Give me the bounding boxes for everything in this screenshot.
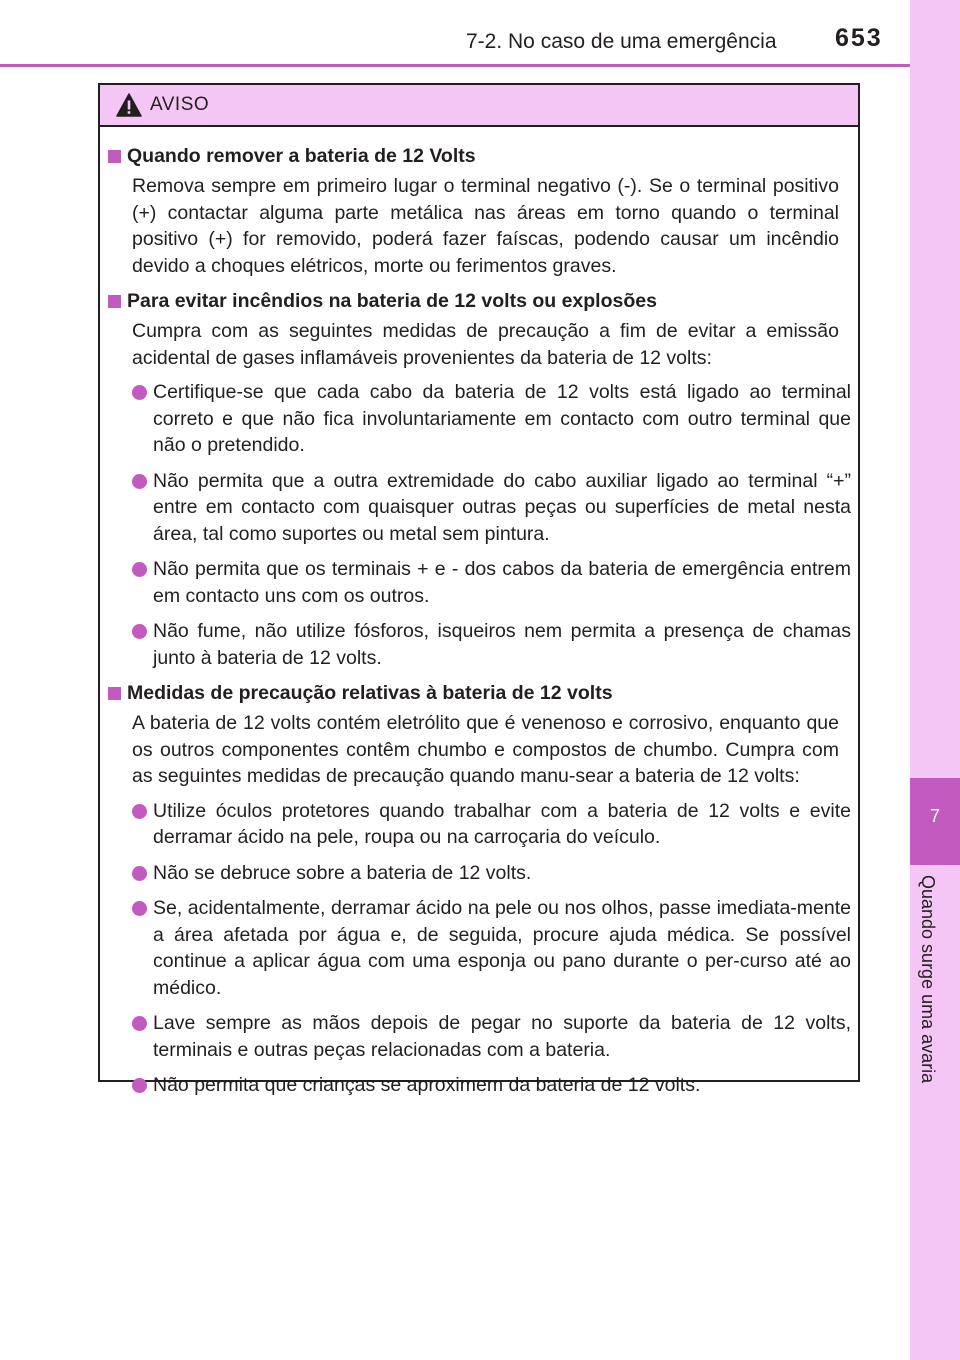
list-item-text: Não permita que crianças se aproximem da bateria de 12 volts. — [153, 1074, 701, 1096]
square-bullet-icon — [108, 295, 121, 308]
round-bullet-icon — [132, 866, 147, 881]
list-item-text: Não se debruce sobre a bateria de 12 volts. — [153, 861, 532, 884]
list-item-text: Certifique-se que cada cabo da bateria de 12 volts está ligado ao terminal correto e que não fica involuntariamente em contacto com outro terminal que não o pretendido. — [153, 381, 851, 456]
warning-title: AVISO — [150, 94, 210, 115]
page-number: 653 — [835, 24, 883, 52]
section-title: Para evitar incêndios na bateria de 12 volts ou explosões — [127, 290, 657, 312]
list-item-text: Não permita que os terminais + e - dos cabos da bateria de emergência entrem em contacto uns com os outros. — [153, 558, 851, 607]
section-text: Remova sempre em primeiro lugar o terminal negativo (-). Se o terminal positivo (+) contactar alguma parte metálica nas áreas em torno quando o terminal positivo (+) for removido, poderá fazer faíscas, podendo causar um incêndio devido a choques elétricos, morte ou ferimentos graves. — [132, 175, 839, 277]
section-heading — [108, 143, 851, 169]
warning-content — [100, 127, 858, 1099]
section-title: Quando remover a bateria de 12 Volts — [127, 145, 476, 167]
round-bullet-icon — [132, 804, 147, 819]
warning-box — [98, 83, 860, 1096]
round-bullet-icon — [132, 901, 147, 916]
list-item — [132, 895, 851, 1001]
chapter-number: 7 — [929, 806, 940, 826]
section-heading — [108, 680, 851, 706]
list-item — [132, 1010, 851, 1063]
header-rule — [0, 64, 910, 67]
section-heading — [108, 288, 851, 314]
list-item-text: Utilize óculos protetores quando trabalhar com a bateria de 12 volts e evite derramar ácido na pele, roupa ou na carroçaria do veículo. — [153, 799, 851, 848]
list-item — [132, 860, 851, 887]
warning-triangle-icon — [116, 93, 142, 117]
list-item — [132, 1072, 851, 1099]
list-item-text: Não fume, não utilize fósforos, isqueiros nem permita a presença de chamas junto à bateria de 12 volts. — [153, 620, 851, 669]
warning-section — [108, 288, 851, 671]
warning-section — [108, 680, 851, 1099]
round-bullet-icon — [132, 624, 147, 639]
section-title: Medidas de precaução relativas à bateria de 12 volts — [127, 682, 613, 704]
list-item — [132, 556, 851, 609]
square-bullet-icon — [108, 150, 121, 163]
list-item — [132, 798, 851, 851]
list-item — [132, 468, 851, 548]
list-item — [132, 379, 851, 459]
square-bullet-icon — [108, 687, 121, 700]
side-tab — [910, 0, 960, 1360]
round-bullet-icon — [132, 562, 147, 577]
section-text: A bateria de 12 volts contém eletrólito que é venenoso e corrosivo, enquanto que os outros componentes contêm chumbo e compostos de chumbo. Cumpra com as seguintes medidas de precaução quando manu-sear a bateria de 12 volts: — [132, 712, 839, 787]
round-bullet-icon — [132, 1016, 147, 1031]
warning-header — [100, 85, 858, 127]
chapter-title: Quando surge uma avaria — [918, 875, 938, 1084]
list-item-text: Não permita que a outra extremidade do cabo auxiliar ligado ao terminal “+” entre em contacto com quaisquer outras peças ou superfícies de metal nesta área, tal como suportes ou metal sem pintura. — [153, 469, 851, 545]
section-text: Cumpra com as seguintes medidas de precaução a fim de evitar a emissão acidental de gases inflamáveis provenientes da bateria de 12 volts: — [132, 320, 839, 369]
round-bullet-icon — [132, 1078, 147, 1093]
round-bullet-icon — [132, 385, 147, 400]
list-item — [132, 618, 851, 671]
warning-section — [108, 143, 851, 279]
round-bullet-icon — [132, 474, 147, 489]
list-item-text: Se, acidentalmente, derramar ácido na pele ou nos olhos, passe imediata-mente a área afetada por água e, de seguida, procure ajuda médica. Se possível continue a aplicar água com uma esponja ou pano durante o per-curso até ao médico. — [153, 897, 851, 999]
running-header: 7-2. No caso de uma emergência — [466, 30, 777, 53]
list-item-text: Lave sempre as mãos depois de pegar no suporte da bateria de 12 volts, terminais e outras peças relacionadas com a bateria. — [153, 1012, 851, 1061]
